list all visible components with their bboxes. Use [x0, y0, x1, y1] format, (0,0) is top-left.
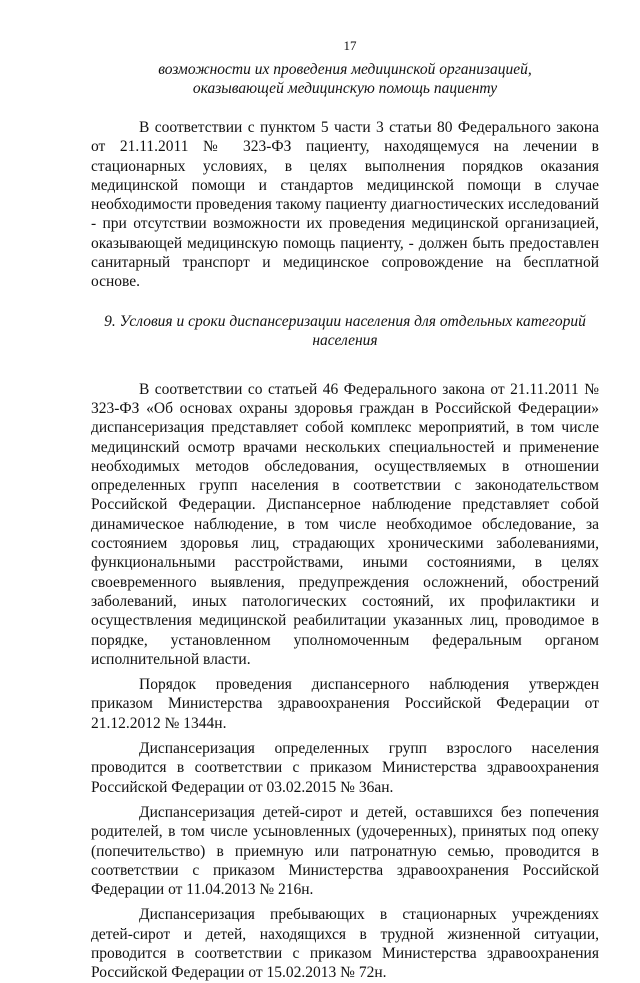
section-9-paragraph-1: В соответствии со статьей 46 Федерального закона от 21.11.2011 № 323-ФЗ «Об основах охраны здоровья граждан в Российской Федерации» диспансеризация представляет собой комплекс мероприятий, в том числе медицинский осмотр врачами нескольких специальностей и применение необходимых методов обследования, осуществляемых в отношении определенных групп населения в соответствии с законодательством Российской Федерации. Диспансерное наблюдение представляет собой динамическое наблюдение, в том числе необходимое обследование, за состоянием здоровья лиц, страдающих хроническими заболеваниями, функциональными расстройствами, иными состояниями, в целях своевременного выявления, предупреждения осложнений, обострений заболеваний, иных патологических состояний, их профилактики и осуществления медицинской реабилитации указанных лиц, проводимое в порядке, установленном уполномоченным федеральным органом исполнительной власти.: [91, 380, 599, 668]
section-9-heading-line-2: населения: [312, 331, 378, 349]
section-9-heading-line-1: 9. Условия и сроки диспансеризации населения для отдельных категорий: [104, 312, 586, 330]
section-8-heading-line-2: оказывающей медицинскую помощь пациенту: [192, 80, 498, 97]
section-9-paragraph-3: Диспансеризация определенных групп взрослого населения проводится в соответствии с приказом Министерства здравоохранения Российской Федерации от 03.02.2015 № 36ан.: [91, 740, 599, 796]
section-9-paragraph-5: Диспансеризация пребывающих в стационарных учреждениях детей-сирот и детей, находящихся в трудной жизненной ситуации, проводится в соответствии с приказом Министерства здравоохранения Российской Федерации от 15.02.2013 № 72н.: [91, 906, 599, 982]
section-9-paragraph-2: Порядок проведения диспансерного наблюдения утвержден приказом Министерства здравоохранения Российской Федерации от 21.12.2012 № 1344н.: [91, 676, 599, 732]
section-8-heading-line-1: возможности их проведения медицинской организацией,: [158, 61, 532, 78]
page-number: 17: [343, 38, 357, 53]
document-page: [91, 38, 599, 983]
section-9-paragraph-4: Диспансеризация детей-сирот и детей, оставшихся без попечения родителей, в том числе усыновленных (удочеренных), принятых под опеку (попечительство) в приемную или патронатную семью, проводится в соответствии с приказом Министерства здравоохранения Российской Федерации от 11.04.2013 № 216н.: [91, 803, 599, 899]
section-8-paragraph: В соответствии с пунктом 5 части 3 статьи 80 Федерального закона от 21.11.2011 № 323-ФЗ пациенту, находящемуся на лечении в стационарных условиях, в целях выполнения порядков оказания медицинской помощи и стандартов медицинской помощи в случае необходимости проведения такому пациенту диагностических исследований - при отсутствии возможности их проведения медицинской организацией, оказывающей медицинскую помощь пациенту, - должен быть предоставлен санитарный транспорт и медицинское сопровождение на бесплатной основе.: [91, 119, 599, 291]
